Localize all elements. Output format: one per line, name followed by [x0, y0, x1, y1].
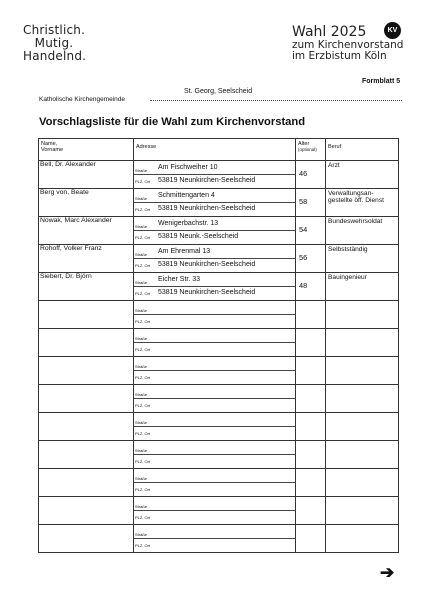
table-row — [39, 217, 399, 245]
age-value: 56 — [299, 253, 308, 262]
cell-age[interactable] — [296, 469, 326, 497]
slogan-line-2: Mutig. — [34, 36, 74, 50]
city-label: PLZ, Ort — [135, 487, 151, 492]
cell-job[interactable] — [326, 497, 399, 525]
cell-job[interactable] — [326, 329, 399, 357]
street-line — [134, 469, 295, 483]
cell-age[interactable] — [296, 441, 326, 469]
city-line — [134, 314, 295, 328]
city-line — [134, 258, 295, 272]
table-row — [39, 245, 399, 273]
candidate-name: Siebert, Dr. Björn — [40, 273, 92, 280]
col-header-name-text: Name, Vorname — [41, 141, 64, 153]
street-line — [134, 413, 295, 427]
job-value — [326, 469, 398, 471]
street-label: Straße — [135, 224, 148, 229]
job-value — [326, 413, 398, 415]
slogan-line-1: Christlich. — [23, 23, 86, 37]
street-label: Straße — [135, 336, 148, 341]
table-row — [39, 189, 399, 217]
cell-address[interactable] — [134, 469, 296, 497]
candidate-name: Bell, Dr. Alexander — [40, 161, 96, 168]
slogan-logo — [23, 24, 143, 63]
election-title: Wahl 2025 — [292, 24, 367, 40]
street-line — [134, 301, 295, 315]
job-value — [326, 441, 398, 443]
cell-address[interactable] — [134, 525, 296, 553]
col-header-age-text: Alter — [298, 141, 310, 147]
cell-address[interactable] — [134, 497, 296, 525]
job-value: Bundeswehrsoldat — [328, 218, 383, 225]
candidate-name: Rohoff, Volker Franz — [40, 245, 102, 252]
cell-age[interactable] — [296, 301, 326, 329]
city-value: 53819 Neunkirchen-Seelscheid — [158, 289, 256, 296]
cell-address[interactable] — [134, 217, 296, 245]
city-label: PLZ, Ort — [135, 347, 151, 352]
cell-name[interactable] — [39, 329, 134, 357]
street-value: Wenigerbachstr. 13 — [158, 220, 219, 227]
col-header-age-note: (optional) — [298, 147, 317, 152]
cell-name[interactable] — [39, 245, 134, 273]
street-value: Am Fischweiher 10 — [158, 164, 218, 171]
table-row — [39, 497, 399, 525]
cell-name[interactable] — [39, 301, 134, 329]
job-value — [326, 525, 398, 527]
city-line — [134, 370, 295, 384]
job-value — [326, 329, 398, 331]
city-line — [134, 398, 295, 412]
cell-job[interactable] — [326, 469, 399, 497]
street-value: Eicher Str. 33 — [158, 276, 201, 283]
slogan-line-3: Handelnd. — [23, 49, 87, 63]
kv-badge: KV — [384, 22, 401, 39]
city-line — [134, 286, 295, 300]
city-line — [134, 482, 295, 496]
city-value: 53819 Neunkirchen-Seelscheid — [158, 177, 256, 184]
city-line — [134, 342, 295, 356]
table-row — [39, 385, 399, 413]
job-value — [326, 357, 398, 359]
cell-name[interactable] — [39, 525, 134, 553]
street-line — [134, 525, 295, 539]
street-label: Straße — [135, 392, 148, 397]
parish-name: St. Georg, Seelscheid — [184, 88, 253, 95]
cell-address[interactable] — [134, 161, 296, 189]
col-header-address-text: Adresse — [136, 144, 157, 150]
next-page-arrow-icon[interactable]: ➔ — [380, 563, 395, 582]
candidate-name: Berg von, Beate — [40, 189, 89, 196]
job-value — [326, 497, 398, 499]
street-line — [134, 441, 295, 455]
cell-age[interactable] — [296, 161, 326, 189]
table-row — [39, 273, 399, 301]
table-row — [39, 301, 399, 329]
city-label: PLZ, Ort — [135, 431, 151, 436]
parish-dotted-line — [150, 100, 402, 101]
col-header-address — [134, 139, 296, 161]
city-label: PLZ, Ort — [135, 263, 151, 268]
city-value: 53819 Neunkirchen-Seelscheid — [158, 261, 256, 268]
age-value: 54 — [299, 225, 308, 234]
election-subtitle-2: im Erzbistum Köln — [292, 50, 387, 62]
job-value — [326, 301, 398, 303]
street-label: Straße — [135, 420, 148, 425]
cell-age[interactable] — [296, 385, 326, 413]
cell-age[interactable] — [296, 357, 326, 385]
table-row — [39, 329, 399, 357]
street-line — [134, 189, 295, 203]
street-label: Straße — [135, 168, 148, 173]
street-label: Straße — [135, 280, 148, 285]
city-line — [134, 202, 295, 216]
age-value: 46 — [299, 169, 308, 178]
city-label: PLZ, Ort — [135, 319, 151, 324]
cell-address[interactable] — [134, 273, 296, 301]
job-value — [326, 385, 398, 387]
cell-address[interactable] — [134, 329, 296, 357]
city-line — [134, 538, 295, 552]
cell-name[interactable] — [39, 469, 134, 497]
table-row — [39, 413, 399, 441]
col-header-name — [39, 139, 134, 161]
cell-job[interactable] — [326, 189, 399, 217]
cell-age[interactable] — [296, 413, 326, 441]
cell-name[interactable] — [39, 385, 134, 413]
col-header-job — [326, 139, 399, 161]
job-value: Bauingenieur — [328, 274, 367, 281]
city-line — [134, 230, 295, 244]
street-line — [134, 329, 295, 343]
cell-job[interactable] — [326, 245, 399, 273]
col-header-job-text: Beruf — [328, 144, 342, 150]
job-value: Selbstständig — [328, 246, 368, 253]
street-line — [134, 245, 295, 259]
page-title: Vorschlagsliste für die Wahl zum Kirchenvorstand — [39, 116, 306, 128]
parish-label: Katholische Kirchengemeinde — [39, 96, 125, 103]
city-line — [134, 426, 295, 440]
city-label: PLZ, Ort — [135, 291, 151, 296]
street-value: Am Ehrenmal 13 — [158, 248, 211, 255]
nomination-table — [38, 138, 399, 553]
city-value: 53819 Neunkirchen-Seelscheid — [158, 205, 256, 212]
cell-age[interactable] — [296, 497, 326, 525]
street-line — [134, 217, 295, 231]
cell-name[interactable] — [39, 161, 134, 189]
table-row — [39, 469, 399, 497]
cell-name[interactable] — [39, 497, 134, 525]
job-value: Arzt — [328, 162, 340, 169]
cell-name[interactable] — [39, 441, 134, 469]
cell-age[interactable] — [296, 189, 326, 217]
cell-address[interactable] — [134, 301, 296, 329]
age-value: 48 — [299, 281, 308, 290]
cell-job[interactable] — [326, 161, 399, 189]
table-row — [39, 161, 399, 189]
cell-address[interactable] — [134, 441, 296, 469]
cell-age[interactable] — [296, 217, 326, 245]
city-label: PLZ, Ort — [135, 515, 151, 520]
cell-address[interactable] — [134, 357, 296, 385]
job-value: Verwaltungsan- gestellte öff. Dienst — [328, 190, 384, 204]
street-value: Schmittengarten 4 — [158, 192, 215, 199]
table-row — [39, 441, 399, 469]
cell-name[interactable] — [39, 357, 134, 385]
street-label: Straße — [135, 308, 148, 313]
table-header-row — [39, 139, 399, 161]
street-line — [134, 497, 295, 511]
street-label: Straße — [135, 196, 148, 201]
cell-job[interactable] — [326, 301, 399, 329]
cell-name[interactable] — [39, 273, 134, 301]
cell-job[interactable] — [326, 273, 399, 301]
city-line — [134, 510, 295, 524]
candidate-name: Nowak, Marc Alexander — [40, 217, 112, 224]
cell-name[interactable] — [39, 413, 134, 441]
cell-job[interactable] — [326, 357, 399, 385]
cell-age[interactable] — [296, 525, 326, 553]
street-label: Straße — [135, 532, 148, 537]
city-label: PLZ, Ort — [135, 235, 151, 240]
street-line — [134, 385, 295, 399]
col-header-age — [296, 139, 326, 161]
city-label: PLZ, Ort — [135, 179, 151, 184]
cell-name[interactable] — [39, 189, 134, 217]
cell-job[interactable] — [326, 385, 399, 413]
city-line — [134, 454, 295, 468]
street-label: Straße — [135, 448, 148, 453]
city-line — [134, 174, 295, 188]
city-value: 53819 Neunk.-Seelscheid — [158, 233, 239, 240]
street-line — [134, 357, 295, 371]
cell-job[interactable] — [326, 217, 399, 245]
cell-job[interactable] — [326, 525, 399, 553]
election-subtitle-1: zum Kirchenvorstand — [292, 39, 404, 51]
age-value: 58 — [299, 197, 308, 206]
city-label: PLZ, Ort — [135, 403, 151, 408]
cell-age[interactable] — [296, 329, 326, 357]
city-label: PLZ, Ort — [135, 207, 151, 212]
street-line — [134, 273, 295, 287]
city-label: PLZ, Ort — [135, 459, 151, 464]
cell-job[interactable] — [326, 441, 399, 469]
cell-address[interactable] — [134, 245, 296, 273]
cell-name[interactable] — [39, 217, 134, 245]
street-label: Straße — [135, 504, 148, 509]
cell-job[interactable] — [326, 413, 399, 441]
table-row — [39, 525, 399, 553]
cell-age[interactable] — [296, 245, 326, 273]
cell-age[interactable] — [296, 273, 326, 301]
form-number: Formblatt 5 — [362, 78, 401, 85]
street-label: Straße — [135, 252, 148, 257]
cell-address[interactable] — [134, 189, 296, 217]
street-label: Straße — [135, 476, 148, 481]
street-label: Straße — [135, 364, 148, 369]
city-label: PLZ, Ort — [135, 375, 151, 380]
cell-address[interactable] — [134, 413, 296, 441]
table-row — [39, 357, 399, 385]
street-line — [134, 161, 295, 175]
cell-address[interactable] — [134, 385, 296, 413]
city-label: PLZ, Ort — [135, 543, 151, 548]
